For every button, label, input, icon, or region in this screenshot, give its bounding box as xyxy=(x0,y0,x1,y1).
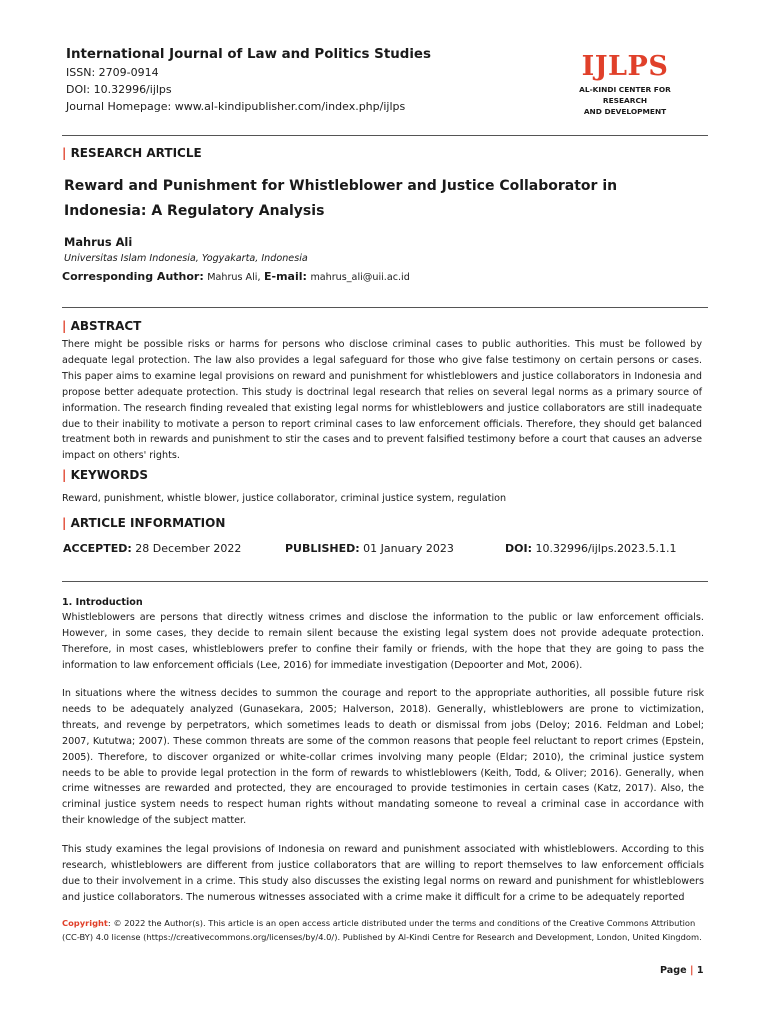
article-title: Reward and Punishment for Whistleblower and Justice Collaborator in Indonesia: A Regulatory Analysis xyxy=(64,178,618,219)
abstract-text: There might be possible risks or harms for persons who disclose criminal cases to public authorities. This must be followed by adequate legal protection. The law also provides a legal safeguard for those who give false testimony on certain persons or cases. This paper aims to examine legal provisions on reward and punishment for whistleblowers and justice collaborators in Indonesia and propose better adequate protection. This study is doctrinal legal research that relies on several legal norms as a primary source of information. The research finding revealed that existing legal norms for whistleblowers and justice collaborators are still inadequate due to their inability to motivate a person to report criminal cases to law enforcement officials. Therefore, they should get balanced treatment both in rewards and punishment to stir the cases and to prevent falsified testimony before a court that causes an adverse impact on others' rights. xyxy=(62,339,702,462)
author-name: Mahrus Ali xyxy=(64,235,133,249)
copyright-notice: Copyright: © 2022 the Author(s). This article is an open access article distributed under the terms and conditions of the Creative Commons Attribution (CC-BY) 4.0 license (https://creativecommons.org/licenses/by/4.0/). Published by Al-Kindi Centre for Research and Development, London, United Kingdom. xyxy=(62,918,702,942)
keywords-text: Reward, punishment, whistle blower, justice collaborator, criminal justice system, regulation xyxy=(62,493,507,504)
corresponding-author: Corresponding Author: Mahrus Ali, E-mail: mahrus_ali@uii.ac.id xyxy=(62,270,410,283)
page-number: Page | 1 xyxy=(660,965,704,976)
body-paragraph-1: Whistleblowers are persons that directly witness crimes and disclose the information to the public or law enforcement officials. However, in some cases, they decide to remain silent because the existing legal system does not provide adequate protection. Therefore, in most cases, whistleblowers prefer to confine their family or friends, with the hope that they are going to pass the information to law enforcement officials (Lee, 2016) for immediate investigation (Depoorter and Mot, 2006). xyxy=(62,612,704,671)
header-divider xyxy=(62,135,708,136)
publisher-name-line2: AND DEVELOPMENT xyxy=(583,107,667,116)
article-doi: DOI: 10.32996/ijlps.2023.5.1.1 xyxy=(505,542,677,555)
article-info-heading: | ARTICLE INFORMATION xyxy=(62,516,226,530)
abstract-heading: | ABSTRACT xyxy=(62,319,142,333)
divider xyxy=(62,581,708,582)
keywords-heading: | KEYWORDS xyxy=(62,468,149,482)
section-marker: | xyxy=(62,146,71,160)
body-paragraph-2: In situations where the witness decides to summon the courage and report to the appropriate authorities, all possible future risk needs to be adequately analyzed (Gunasekara, 2005; Halverson, 2018). Generally, whistleblowers are prone to victimization, threats, and revenge by perpetrators, which sometimes leads to death or dismissal from jobs (Deloy; 2016. Feldman and Lobel; 2007, Kututwa; 2007). These common threats are some of the common reasons that people feel reluctant to report crimes (Epstein, 2005). Therefore, to discover organized or white-collar crimes involving many people (Eldar; 2010), the criminal justice system needs to be able to provide legal protection in the form of rewards to whistleblowers (Keith, Todd, & Oliver; 2016). Generally, when crime witnesses are rewarded and protected, they are encouraged to provide testimonies in certain cases (Katz, 2017). Also, the criminal justice system needs to respect human rights without mandating someone to reveal a criminal case in accordance with their knowledge of the subject matter. xyxy=(62,688,704,827)
accepted-date: ACCEPTED: 28 December 2022 xyxy=(63,542,242,555)
divider xyxy=(62,307,708,308)
journal-doi: DOI: 10.32996/ijlps xyxy=(66,83,172,96)
section-label: | RESEARCH ARTICLE xyxy=(62,146,202,160)
issn: ISSN: 2709-0914 xyxy=(66,66,159,79)
intro-heading: 1. Introduction xyxy=(62,597,143,608)
publisher-brand xyxy=(560,50,690,117)
body-paragraph-3: This study examines the legal provisions of Indonesia on reward and punishment associated with whistleblowers. According to this research, whistleblowers are different from justice collaborators that are willing to report themselves to law enforcement officials due to their involvement in a crime. This study also discusses the existing legal norms on reward and punishment for whistleblowers and justice collaborators. The numerous witnesses associated with a crime make it difficult for a crime to be adequately reported xyxy=(62,844,704,903)
author-affiliation: Universitas Islam Indonesia, Yogyakarta, Indonesia xyxy=(64,253,308,264)
journal-logo: IJLPS xyxy=(581,51,669,82)
journal-homepage[interactable]: Journal Homepage: www.al-kindipublisher.com/index.php/ijlps xyxy=(66,100,406,113)
publisher-name-line1: AL-KINDI CENTER FOR RESEARCH xyxy=(579,85,671,105)
journal-title: International Journal of Law and Politics Studies xyxy=(66,47,431,62)
published-date: PUBLISHED: 01 January 2023 xyxy=(285,542,454,555)
author-email[interactable]: mahrus_ali@uii.ac.id xyxy=(310,272,410,283)
